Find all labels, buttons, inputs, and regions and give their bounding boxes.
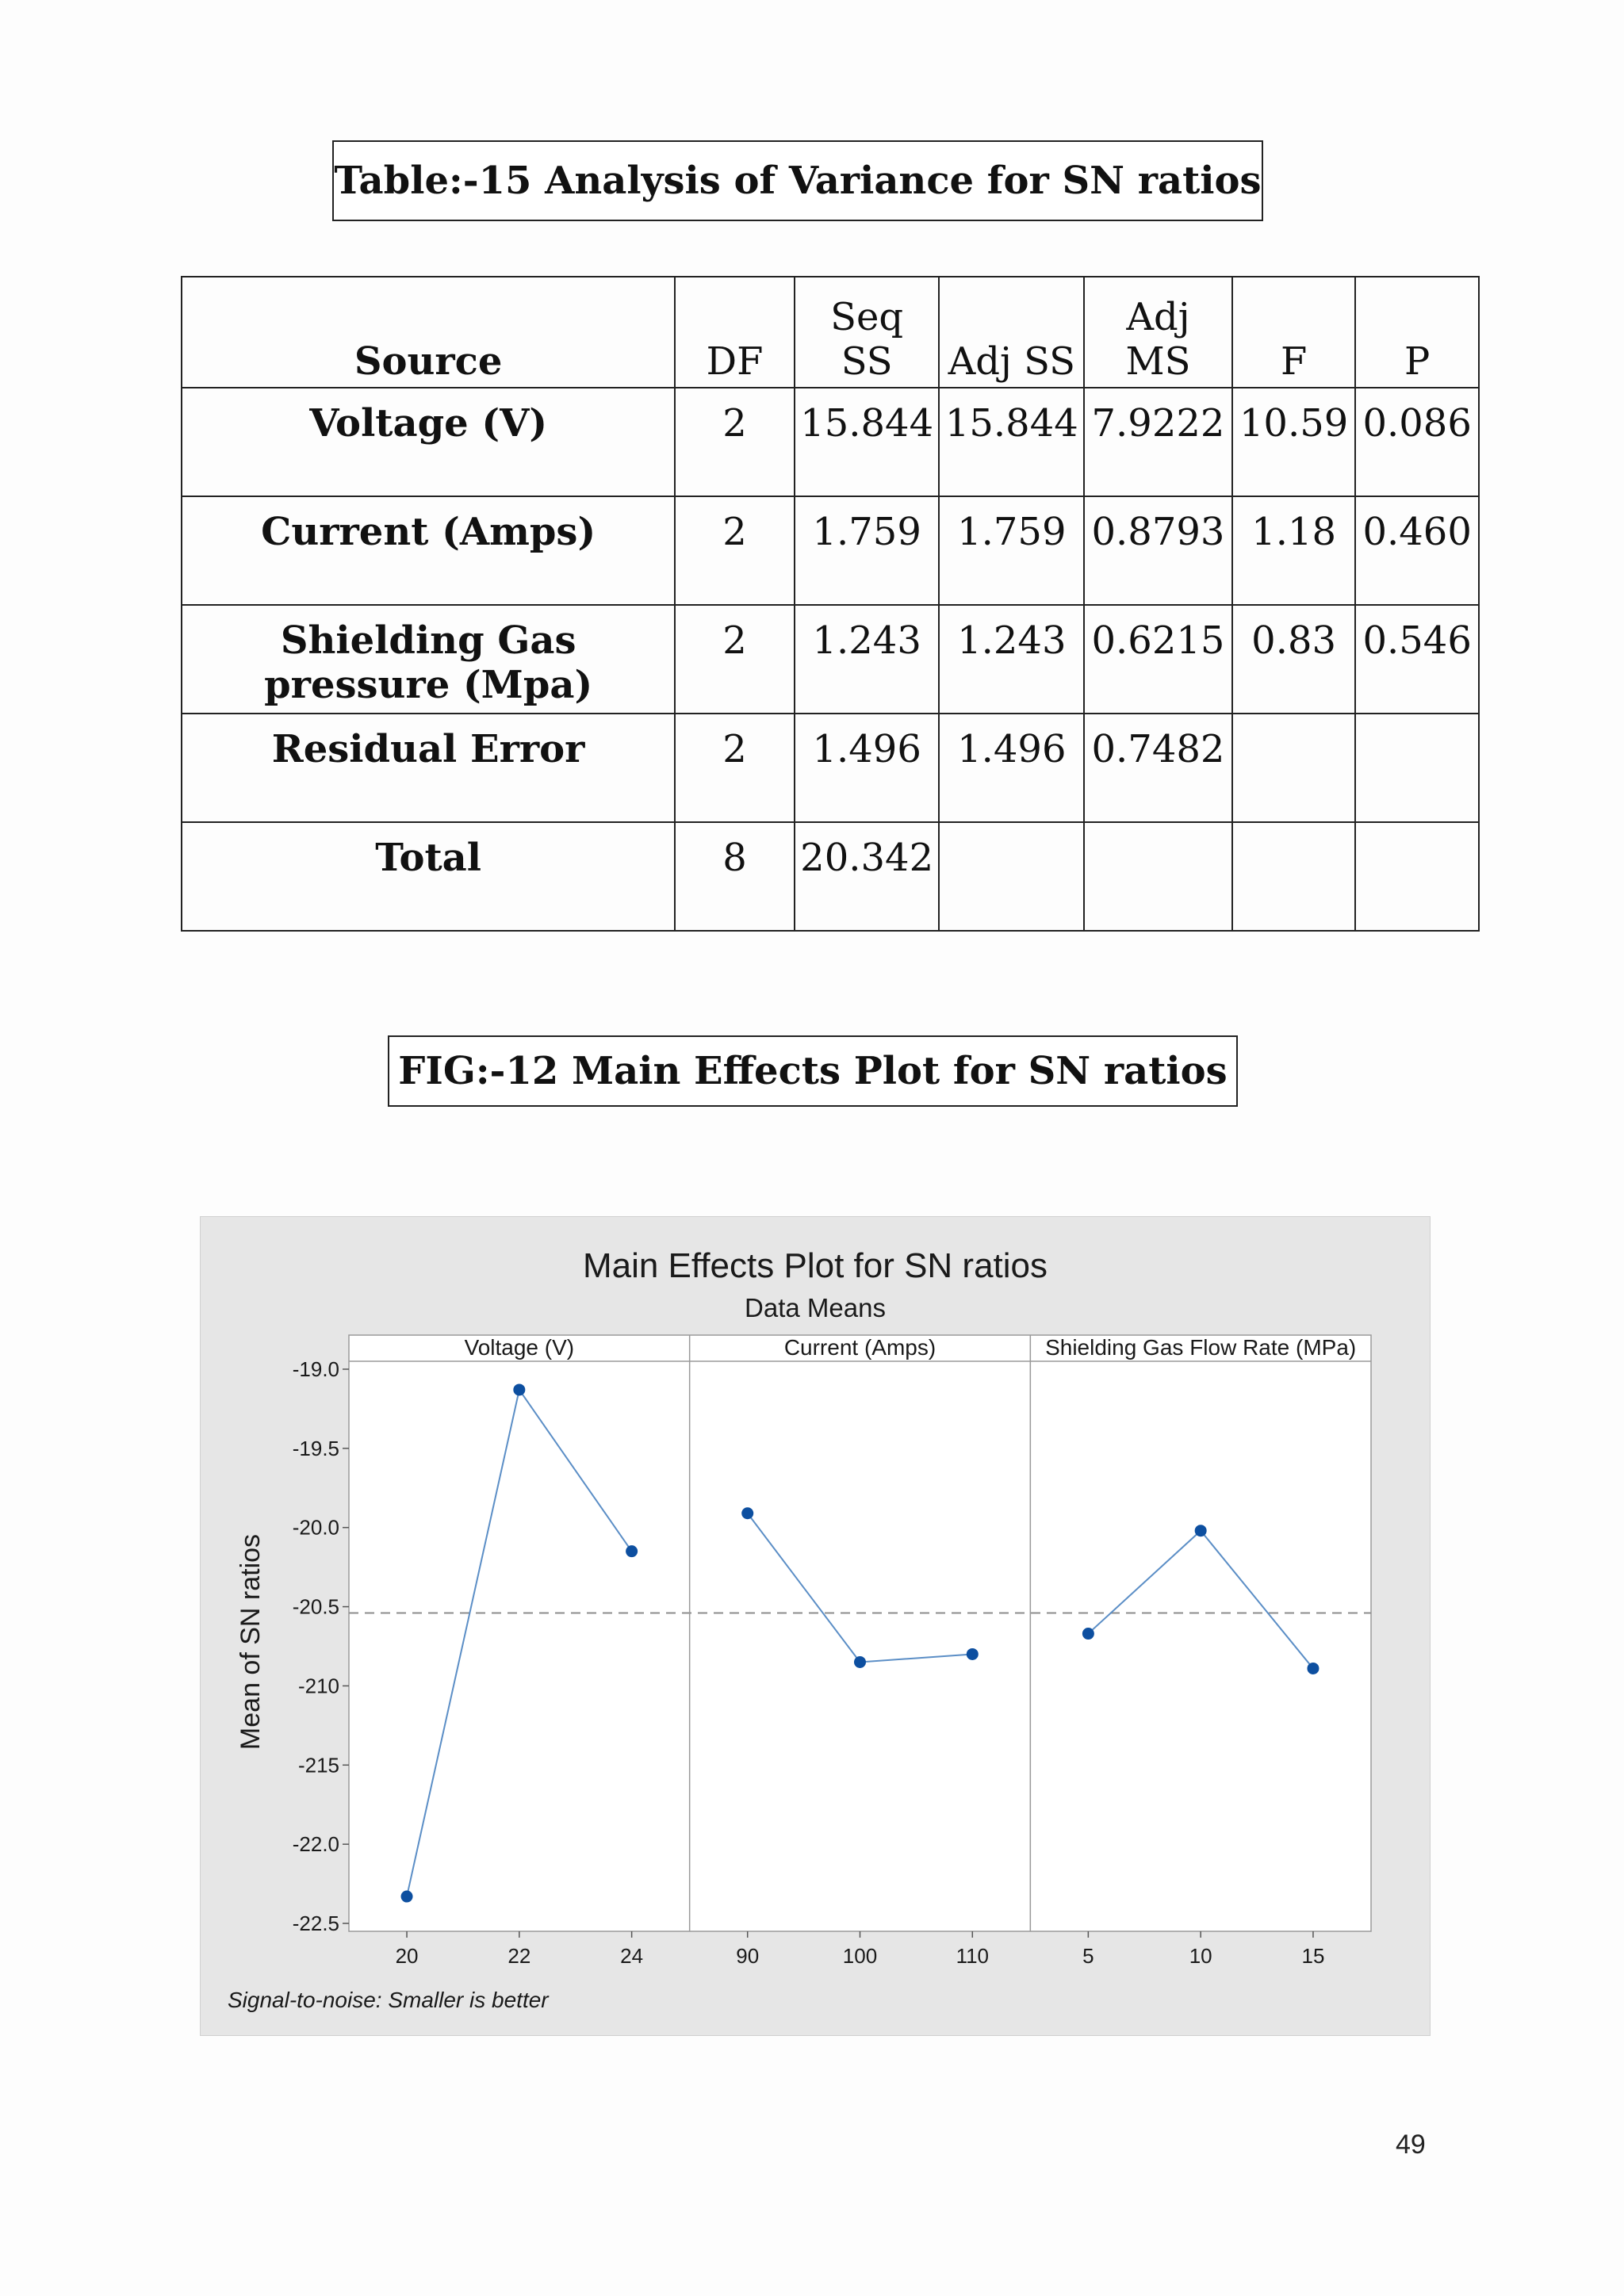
cell-f xyxy=(1232,822,1356,931)
data-point xyxy=(513,1383,525,1395)
chart-subtitle: Data Means xyxy=(745,1293,886,1322)
cell-f: 10.59 xyxy=(1232,388,1356,496)
cell-p: 0.546 xyxy=(1355,605,1479,714)
x-tick-label: 10 xyxy=(1189,1944,1212,1968)
header-source: Source xyxy=(182,277,675,388)
header-seq-ss: Seq SS xyxy=(795,277,940,388)
x-tick-label: 100 xyxy=(842,1944,878,1968)
cell-p xyxy=(1355,822,1479,931)
anova-table xyxy=(181,276,1480,932)
cell-adj-ss: 1.496 xyxy=(939,714,1084,822)
y-tick-label: -19.5 xyxy=(292,1436,339,1460)
y-tick-label: -215 xyxy=(297,1753,339,1777)
data-point xyxy=(1082,1628,1094,1640)
y-tick-label: -22.0 xyxy=(292,1832,339,1857)
cell-adj-ms: 0.7482 xyxy=(1084,714,1232,822)
panel-title: Current (Amps) xyxy=(783,1335,936,1360)
cell-df: 8 xyxy=(675,822,795,931)
cell-adj-ms: 7.9222 xyxy=(1084,388,1232,496)
plot-frame xyxy=(349,1335,1371,1931)
y-axis-label: Mean of SN ratios xyxy=(236,1533,266,1751)
table-row xyxy=(182,388,1479,496)
chart-title: Main Effects Plot for SN ratios xyxy=(582,1246,1048,1285)
cell-source: Residual Error xyxy=(182,714,675,822)
cell-seq-ss: 1.496 xyxy=(795,714,940,822)
cell-adj-ss: 1.759 xyxy=(939,496,1084,605)
cell-p xyxy=(1355,714,1479,822)
header-adj-ss: Adj SS xyxy=(939,277,1084,388)
cell-seq-ss: 15.844 xyxy=(795,388,940,496)
data-point xyxy=(967,1648,979,1660)
y-tick-label: -210 xyxy=(297,1674,339,1698)
main-effects-chart xyxy=(200,1216,1431,2036)
cell-source: Current (Amps) xyxy=(182,496,675,605)
header-adj-ms: Adj MS xyxy=(1084,277,1232,388)
y-tick-label: -19.0 xyxy=(292,1357,339,1381)
cell-adj-ss: 1.243 xyxy=(939,605,1084,714)
data-point xyxy=(1307,1663,1319,1674)
table-row xyxy=(182,714,1479,822)
table-row xyxy=(182,605,1479,714)
data-point xyxy=(741,1507,753,1519)
data-point xyxy=(626,1545,638,1557)
page-number: 49 xyxy=(1396,2130,1426,2160)
chart-footnote: Signal-to-noise: Smaller is better xyxy=(228,1988,549,2012)
cell-df: 2 xyxy=(675,605,795,714)
cell-f: 1.18 xyxy=(1232,496,1356,605)
header-df: DF xyxy=(675,277,795,388)
plot-area xyxy=(293,1335,1371,1968)
cell-source: Shielding Gas pressure (Mpa) xyxy=(182,605,675,714)
cell-seq-ss: 1.243 xyxy=(795,605,940,714)
x-tick-label: 24 xyxy=(620,1944,644,1968)
data-point xyxy=(854,1656,866,1668)
y-tick-label: -20.0 xyxy=(292,1515,339,1540)
cell-p: 0.460 xyxy=(1355,496,1479,605)
cell-adj-ms: 0.8793 xyxy=(1084,496,1232,605)
cell-source: Total xyxy=(182,822,675,931)
panel-title: Shielding Gas Flow Rate (MPa) xyxy=(1045,1335,1357,1360)
header-f: F xyxy=(1232,277,1356,388)
table-header-row xyxy=(182,277,1479,388)
panel-title: Voltage (V) xyxy=(464,1335,575,1360)
table-row xyxy=(182,496,1479,605)
cell-seq-ss: 1.759 xyxy=(795,496,940,605)
x-tick-label: 110 xyxy=(956,1944,990,1968)
cell-f xyxy=(1232,714,1356,822)
cell-adj-ms: 0.6215 xyxy=(1084,605,1232,714)
header-p: P xyxy=(1355,277,1479,388)
data-point xyxy=(401,1891,413,1903)
cell-df: 2 xyxy=(675,714,795,822)
x-tick-label: 5 xyxy=(1082,1944,1094,1968)
figure-caption: FIG:-12 Main Effects Plot for SN ratios xyxy=(388,1035,1238,1107)
x-tick-label: 90 xyxy=(736,1944,760,1968)
cell-adj-ms xyxy=(1084,822,1232,931)
table-caption: Table:-15 Analysis of Variance for SN ratios xyxy=(332,140,1263,221)
y-tick-label: -20.5 xyxy=(292,1594,339,1619)
x-tick-label: 20 xyxy=(395,1944,419,1968)
cell-source: Voltage (V) xyxy=(182,388,675,496)
x-tick-label: 22 xyxy=(508,1944,531,1968)
data-point xyxy=(1195,1525,1207,1536)
chart-canvas xyxy=(201,1217,1430,2035)
cell-adj-ss: 15.844 xyxy=(939,388,1084,496)
cell-df: 2 xyxy=(675,496,795,605)
cell-df: 2 xyxy=(675,388,795,496)
cell-adj-ss xyxy=(939,822,1084,931)
cell-p: 0.086 xyxy=(1355,388,1479,496)
cell-seq-ss: 20.342 xyxy=(795,822,940,931)
table-row xyxy=(182,822,1479,931)
y-tick-label: -22.5 xyxy=(292,1911,339,1936)
cell-f: 0.83 xyxy=(1232,605,1356,714)
x-tick-label: 15 xyxy=(1301,1944,1325,1968)
